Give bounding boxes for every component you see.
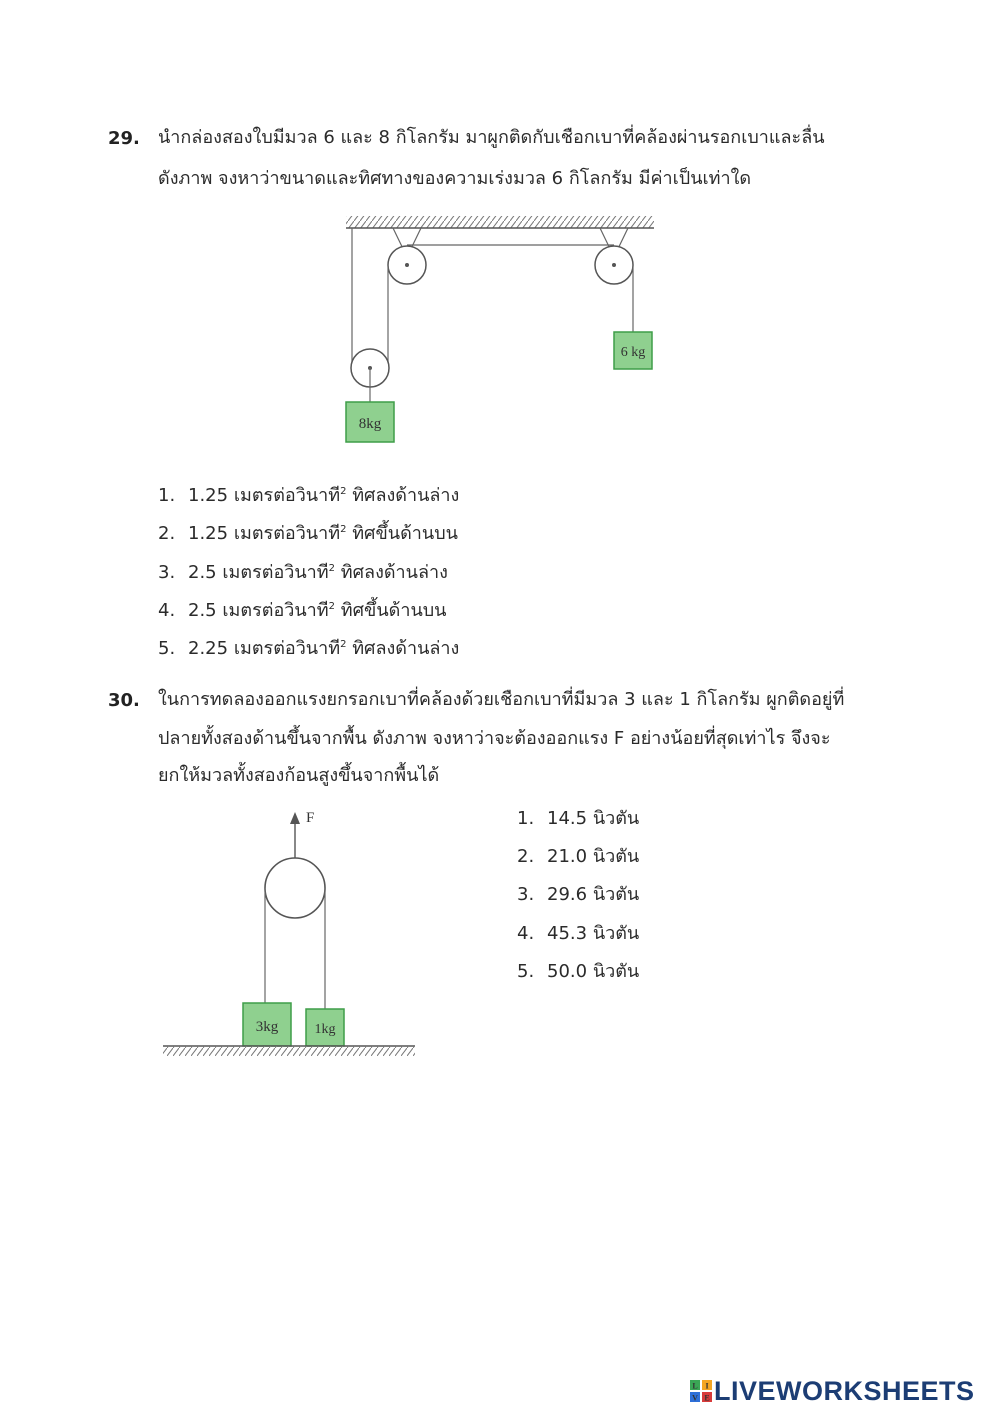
liveworksheets-wordmark: LIVEWORKSHEETS: [714, 1375, 975, 1406]
question-30-pulley-figure: [155, 800, 425, 1065]
question-29-text-line-1: นำกล่องสองใบมีมวล 6 และ 8 กิโลกรัม มาผูกติดกับเชือกเบาที่คล้องผ่านรอกเบาและลื่น: [158, 127, 825, 148]
mass-8kg-label: 8kg: [358, 416, 382, 432]
liveworksheets-logo[interactable]: [690, 1374, 975, 1408]
svg-text:L: L: [692, 1381, 698, 1391]
svg-text:I: I: [705, 1381, 709, 1391]
q29-option-3[interactable]: 3. 2.5 เมตรต่อวินาที$^2$ ทิศลงด้านล่าง: [158, 562, 448, 583]
q29-option-5[interactable]: 5. 2.25 เมตรต่อวินาที$^2$ ทิศลงด้านล่าง: [158, 638, 460, 659]
q30-option-5[interactable]: 5. 50.0 นิวตัน: [517, 961, 640, 982]
q30-option-2[interactable]: 2. 21.0 นิวตัน: [517, 846, 640, 867]
q29-option-2[interactable]: 2. 1.25 เมตรต่อวินาที$^2$ ทิศขึ้นด้านบน: [158, 523, 458, 544]
question-29-pulley-figure: [330, 205, 670, 455]
force-arrowhead: [290, 812, 300, 824]
svg-text:E: E: [704, 1393, 710, 1402]
q30-option-1[interactable]: 1. 14.5 นิวตัน: [517, 808, 640, 829]
question-29-text-line-2: ดังภาพ จงหาว่าขนาดและทิศทางของความเร่งมวล 6 กิโลกรัม มีค่าเป็นเท่าใด: [158, 168, 752, 189]
q30-option-4[interactable]: 4. 45.3 นิวตัน: [517, 923, 640, 944]
question-30-text-line-3: ยกให้มวลทั้งสองก้อนสูงขึ้นจากพื้นได้: [158, 765, 440, 786]
mass-3kg-label: 3kg: [255, 1019, 279, 1035]
question-30-text-line-1: ในการทดลองออกแรงยกรอกเบาที่คล้องด้วยเชือกเบาที่มีมวล 3 และ 1 กิโลกรัม ผูกติดอยู่ที่: [158, 689, 845, 710]
q29-option-1[interactable]: 1. 1.25 เมตรต่อวินาที$^2$ ทิศลงด้านล่าง: [158, 485, 460, 506]
force-label: F: [306, 810, 315, 826]
question-29-number: 29.: [108, 128, 140, 149]
q29-option-4[interactable]: 4. 2.5 เมตรต่อวินาที$^2$ ทิศขึ้นด้านบน: [158, 600, 447, 621]
ceiling: [346, 216, 654, 228]
question-30-text-line-2: ปลายทั้งสองด้านขึ้นจากพื้น ดังภาพ จงหาว่าจะต้องออกแรง F อย่างน้อยที่สุดเท่าไร จึงจะ: [158, 728, 831, 749]
live-badge-icon: [690, 1380, 712, 1402]
q30-option-3[interactable]: 3. 29.6 นิวตัน: [517, 884, 640, 905]
mass-6kg-label: 6 kg: [620, 345, 646, 360]
svg-text:V: V: [692, 1393, 698, 1402]
mass-1kg-label: 1kg: [314, 1022, 336, 1037]
pulley: [265, 858, 325, 918]
question-30-number: 30.: [108, 690, 140, 711]
